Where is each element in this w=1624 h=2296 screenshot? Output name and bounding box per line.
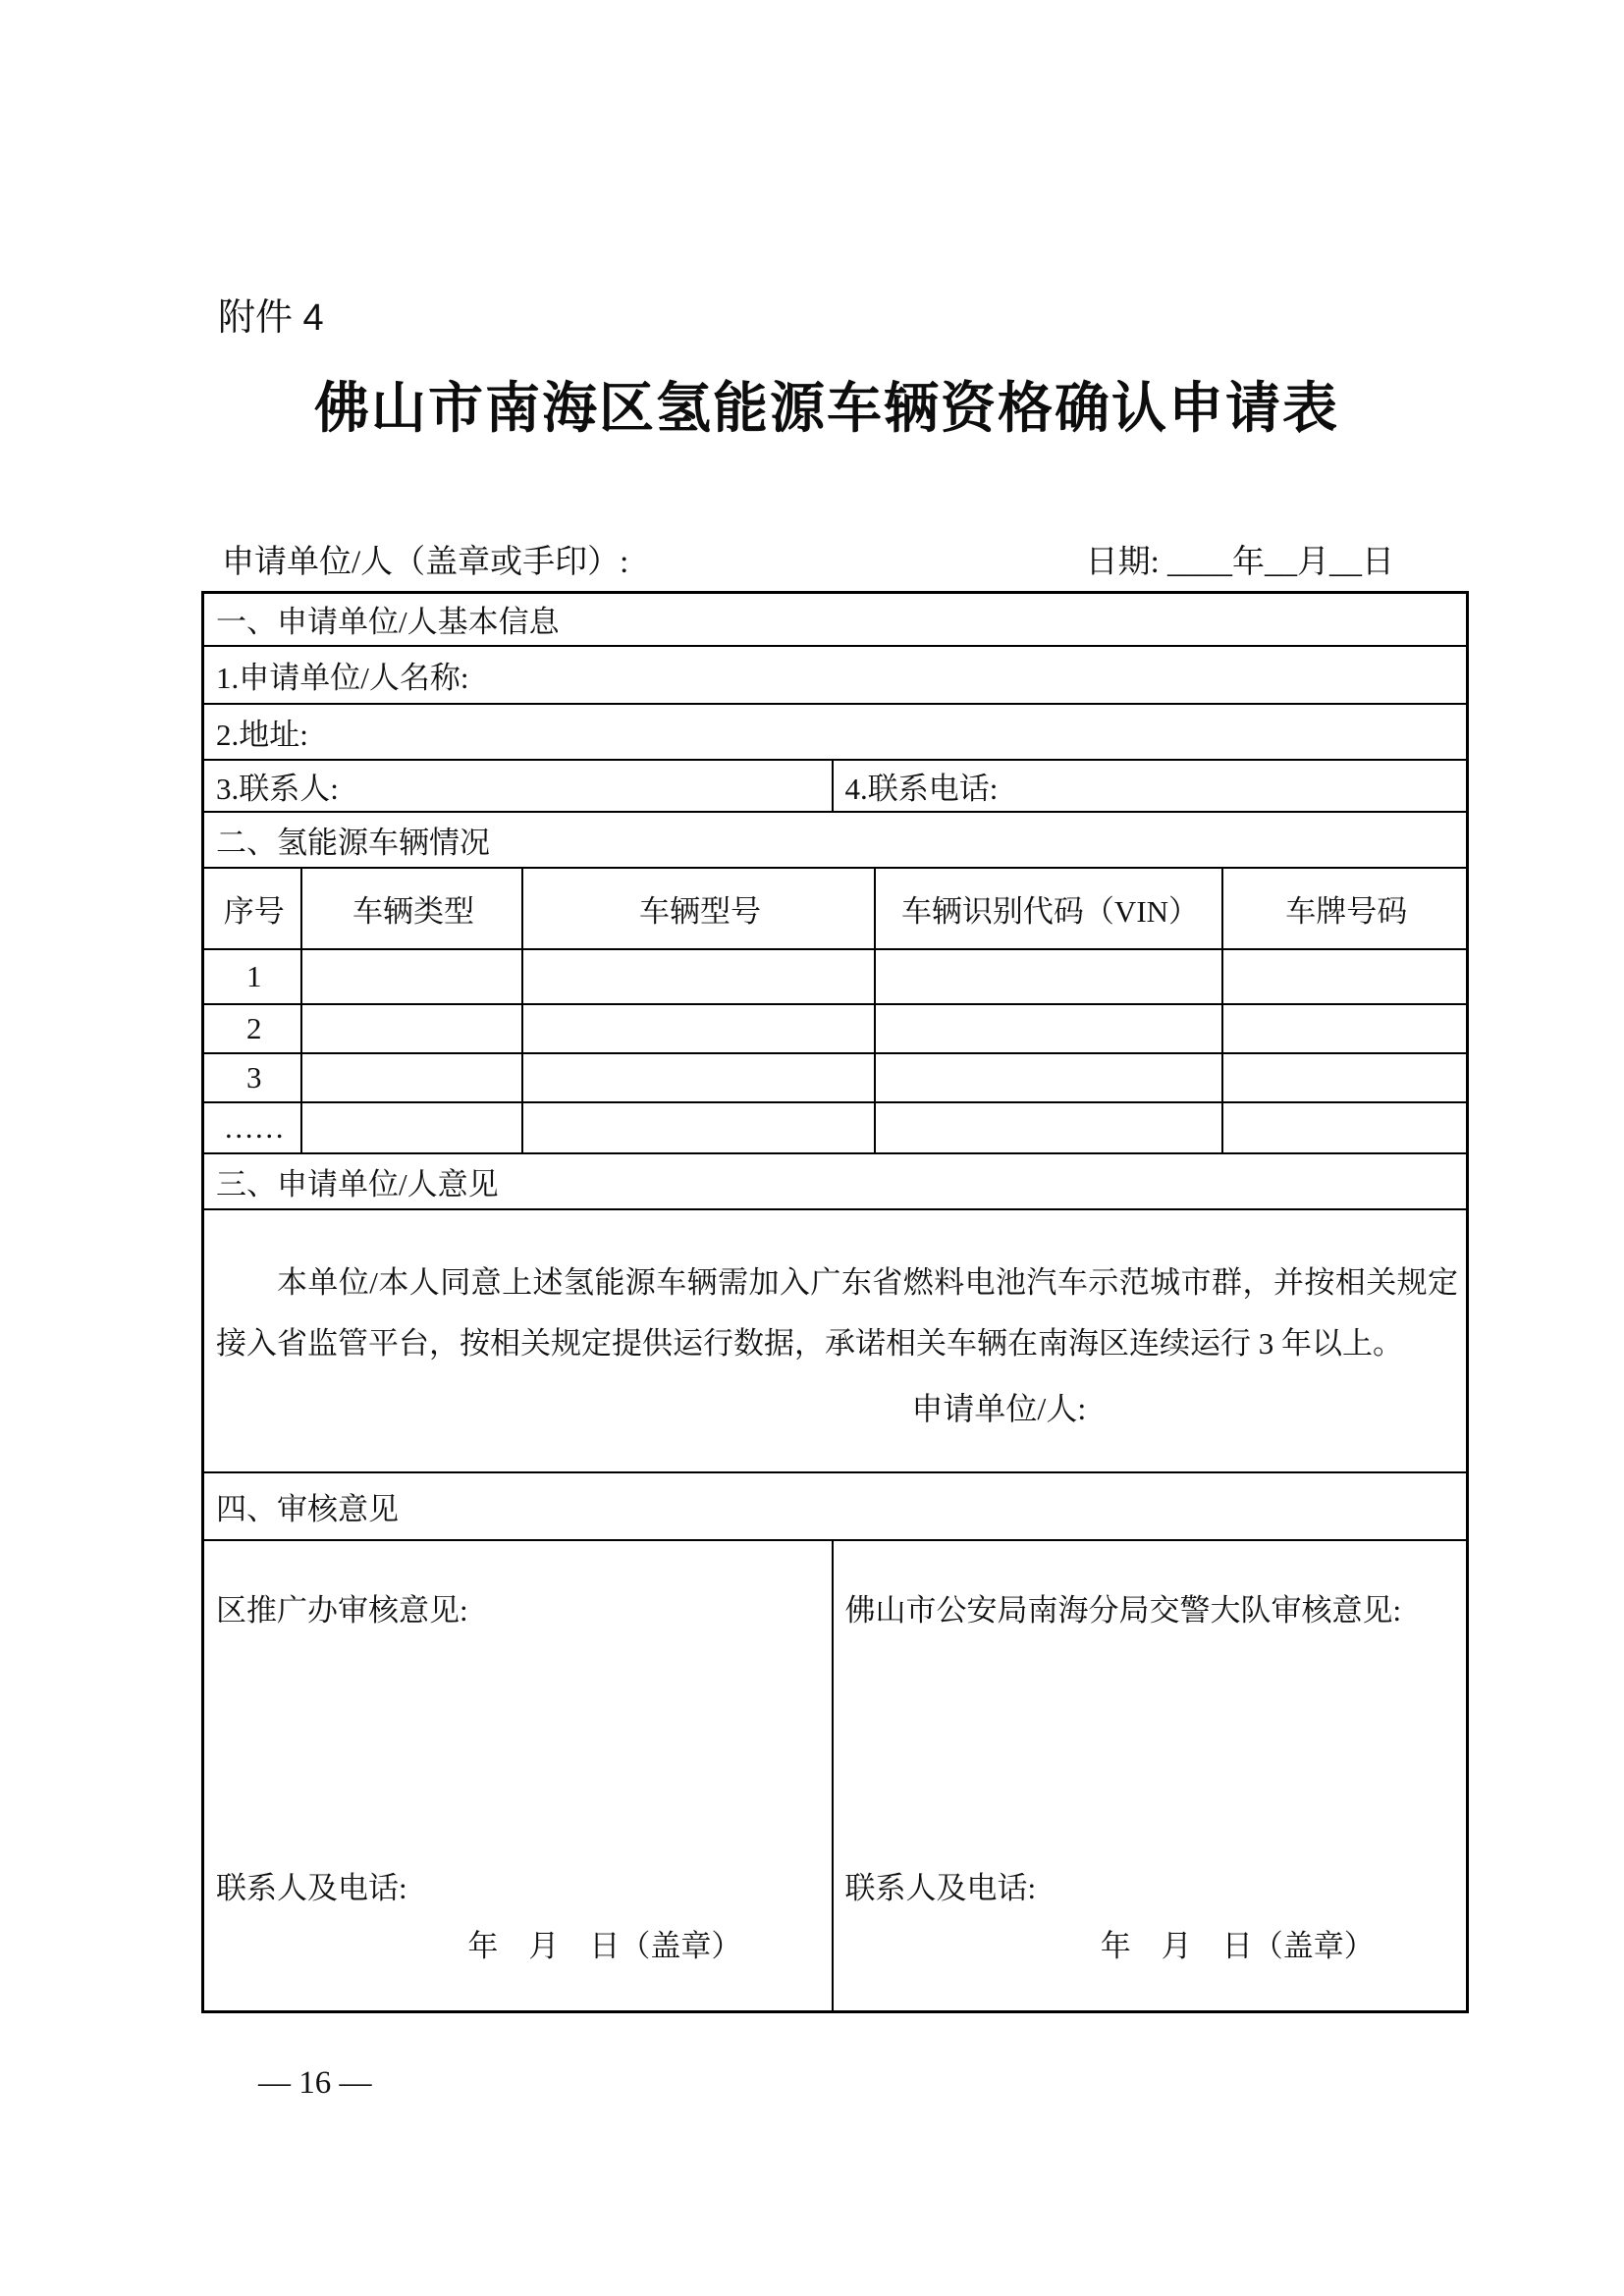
empty-cell — [875, 1053, 1222, 1102]
section2-header: 二、氢能源车辆情况 — [203, 812, 1468, 868]
col-header-vin: 车辆识别代码（VIN） — [875, 868, 1222, 949]
vehicle-row-3 — [203, 1053, 1468, 1102]
empty-cell — [301, 1102, 522, 1153]
row-index: 1 — [203, 949, 301, 1004]
empty-cell — [301, 949, 522, 1004]
vehicle-row-2 — [203, 1004, 1468, 1053]
district-office-review-label: 区推广办审核意见: — [216, 1593, 468, 1629]
applicant-signature-label: 申请单位/人: — [911, 1390, 1087, 1426]
row-index: …… — [203, 1102, 301, 1153]
address-label: 2.地址: — [203, 704, 1468, 760]
date-stamp-label: 年 月 日（盖章） — [1100, 1929, 1375, 1964]
section3-header: 三、申请单位/人意见 — [203, 1153, 1468, 1209]
col-header-vehicle-model: 车辆型号 — [522, 868, 875, 949]
contact-and-phone-label: 联系人及电话: — [216, 1871, 407, 1906]
vehicle-row-1 — [203, 949, 1468, 1004]
empty-cell — [522, 1102, 875, 1153]
section3-header-row — [203, 1153, 1468, 1209]
form-header-row — [222, 536, 1394, 582]
applicant-seal-label: 申请单位/人（盖章或手印）: — [222, 545, 629, 580]
review-opinions-row — [203, 1540, 1468, 2012]
contact-person-label: 3.联系人: — [203, 760, 833, 812]
applicant-name-label: 1.申请单位/人名称: — [203, 646, 1468, 704]
row-index: 2 — [203, 1004, 301, 1053]
district-office-review-cell — [203, 1540, 833, 2012]
attachment-label: 附件 4 — [218, 297, 324, 339]
vehicle-table-header-row — [203, 868, 1468, 949]
empty-cell — [875, 1102, 1222, 1153]
page-title: 佛山市南海区氢能源车辆资格确认申请表 — [314, 379, 1339, 440]
col-header-plate-number: 车牌号码 — [1222, 868, 1468, 949]
empty-cell — [1222, 949, 1468, 1004]
empty-cell — [875, 949, 1222, 1004]
applicant-opinion-row — [203, 1209, 1468, 1472]
contact-row — [203, 760, 1468, 812]
applicant-opinion-cell — [203, 1209, 1468, 1472]
empty-cell — [1222, 1004, 1468, 1053]
section4-header: 四、审核意见 — [203, 1472, 1468, 1540]
empty-cell — [875, 1004, 1222, 1053]
contact-phone-label: 4.联系电话: — [833, 760, 1468, 812]
applicant-name-row — [203, 646, 1468, 704]
traffic-police-review-label: 佛山市公安局南海分局交警大队审核意见: — [844, 1593, 1402, 1629]
vehicle-row-more — [203, 1102, 1468, 1153]
address-row — [203, 704, 1468, 760]
empty-cell — [301, 1004, 522, 1053]
empty-cell — [1222, 1102, 1468, 1153]
col-header-vehicle-type: 车辆类型 — [301, 868, 522, 949]
col-header-index: 序号 — [203, 868, 301, 949]
date-stamp-label: 年 月 日（盖章） — [467, 1929, 742, 1964]
section4-header-row — [203, 1472, 1468, 1540]
commitment-statement: 本单位/本人同意上述氢能源车辆需加入广东省燃料电池汽车示范城市群，并按相关规定接入省监管平台，按相关规定提供运行数据，承诺相关车辆在南海区连续运行 3 年以上。 — [216, 1264, 1459, 1361]
empty-cell — [301, 1053, 522, 1102]
empty-cell — [522, 1053, 875, 1102]
date-line: 日期: ____年__月__日 — [1085, 545, 1394, 580]
empty-cell — [522, 949, 875, 1004]
page-number: — 16 — — [258, 2065, 372, 2101]
contact-and-phone-label: 联系人及电话: — [844, 1871, 1037, 1906]
section1-header: 一、申请单位/人基本信息 — [203, 593, 1468, 646]
section1-header-row — [203, 593, 1468, 646]
application-form-table — [201, 591, 1469, 2013]
section2-header-row — [203, 812, 1468, 868]
empty-cell — [522, 1004, 875, 1053]
traffic-police-review-cell — [833, 1540, 1468, 2012]
row-index: 3 — [203, 1053, 301, 1102]
empty-cell — [1222, 1053, 1468, 1102]
